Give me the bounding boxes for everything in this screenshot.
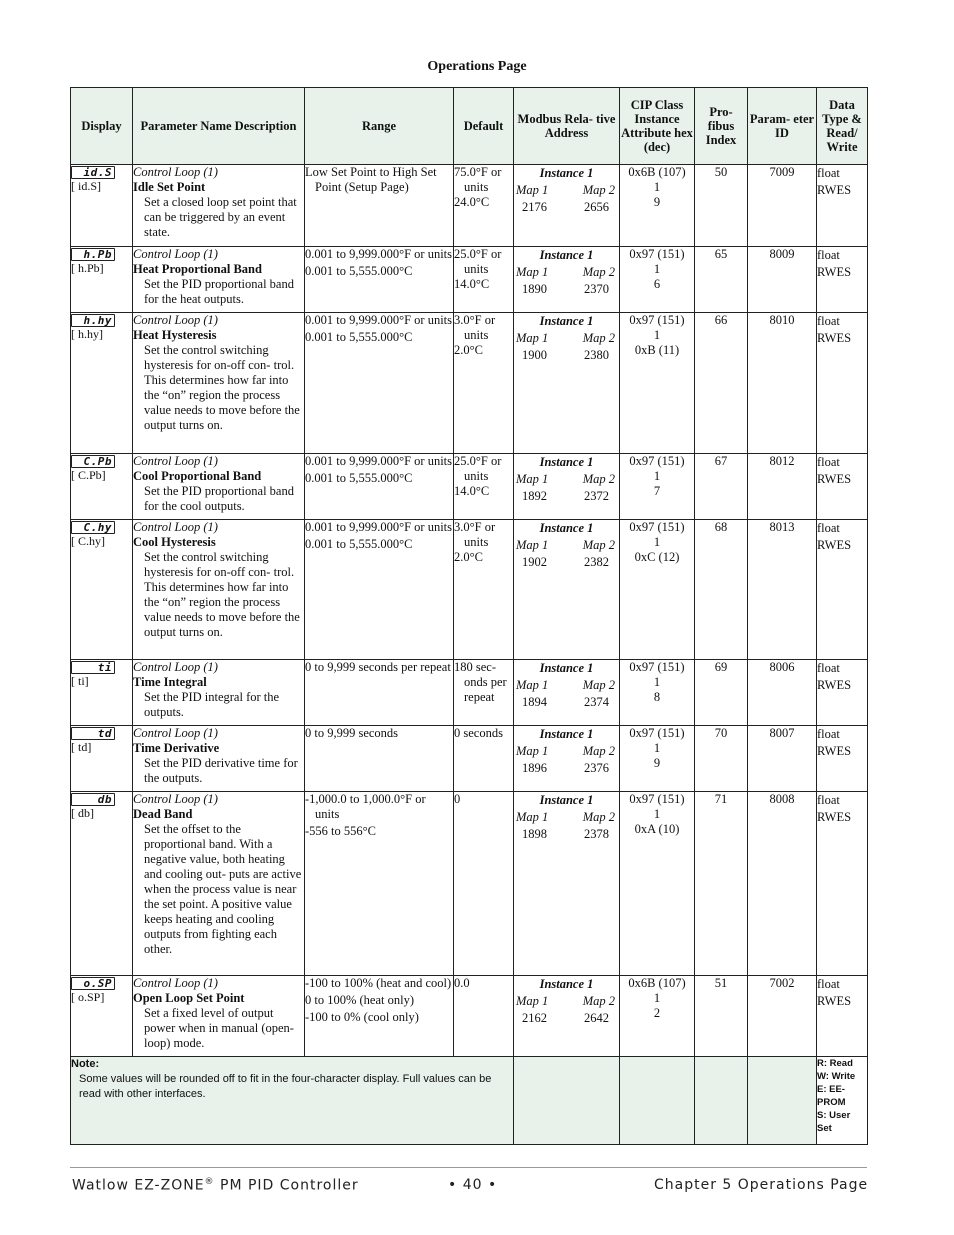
parameter-id: 7009 <box>748 165 817 247</box>
table-row <box>71 660 868 726</box>
data-type-cell <box>817 660 868 726</box>
data-type-cell <box>817 520 868 660</box>
note-blank-cell <box>748 1057 817 1145</box>
seven-segment-display: ti <box>71 661 115 674</box>
range-line: Low Set Point to High Set Point (Setup Page) <box>305 165 437 194</box>
data-type: float <box>817 661 840 675</box>
range-line: 0.001 to 5,555.000°C <box>305 471 413 485</box>
registered-mark: ® <box>204 1177 215 1187</box>
parameter-id: 8012 <box>748 454 817 520</box>
cip-line: 1 <box>653 535 661 549</box>
read-write: RWES <box>817 744 852 758</box>
seven-segment-display: C.hy <box>71 521 115 534</box>
parameter-name: Time Integral <box>133 675 207 689</box>
instance-label: Instance 1 <box>539 248 594 262</box>
header-display: Display <box>71 88 133 165</box>
control-loop-label: Control Loop (1) <box>133 454 218 468</box>
control-loop-label: Control Loop (1) <box>133 165 218 179</box>
cip-line: 0x6B (107) <box>628 165 686 179</box>
display-cell <box>71 792 133 976</box>
read-write: RWES <box>817 678 852 692</box>
modbus-cell <box>514 165 620 247</box>
map2-address: 2382 <box>584 555 609 569</box>
map1-address: 1890 <box>522 282 547 296</box>
data-type-cell <box>817 792 868 976</box>
seven-segment-display: td <box>71 727 115 740</box>
cip-cell <box>620 165 695 247</box>
note-text: Some values will be rounded off to fit in the four-character display. Full values can be read with other interfaces. <box>79 1073 492 1100</box>
map1-label: Map 1 <box>516 265 549 279</box>
table-row <box>71 313 868 454</box>
data-type-cell <box>817 454 868 520</box>
seven-segment-display: h.Pb <box>71 248 115 261</box>
cip-line: 9 <box>653 195 661 209</box>
modbus-cell <box>514 454 620 520</box>
control-loop-label: Control Loop (1) <box>133 726 218 740</box>
parameter-description: Set the offset to the proportional band. With a negative value, both heating and cooling out- puts are active when the process value is near the set point. A positive value keeps heating and cooling outputs from fighting each other. <box>144 822 302 956</box>
note-cell <box>71 1057 514 1145</box>
header-default: Default <box>454 88 514 165</box>
map1-label: Map 1 <box>516 994 549 1008</box>
profibus-index: 65 <box>695 247 748 313</box>
map1-label: Map 1 <box>516 810 549 824</box>
instance-label: Instance 1 <box>539 521 594 535</box>
instance-label: Instance 1 <box>539 455 594 469</box>
cip-cell <box>620 520 695 660</box>
display-code: [ C.Pb] <box>71 468 106 482</box>
profibus-index: 50 <box>695 165 748 247</box>
page-title: Operations Page <box>427 59 527 74</box>
default-line: 0.0 <box>454 976 470 990</box>
cip-line: 2 <box>653 1006 661 1020</box>
profibus-index: 70 <box>695 726 748 792</box>
footer-chapter: Chapter 5 Operations Page <box>654 1177 869 1193</box>
cip-cell <box>620 726 695 792</box>
cip-cell <box>620 247 695 313</box>
data-type-cell <box>817 247 868 313</box>
seven-segment-display: db <box>71 793 115 806</box>
read-write: RWES <box>817 994 852 1008</box>
cip-line: 1 <box>653 991 661 1005</box>
data-type: float <box>817 248 840 262</box>
cip-line: 0xC (12) <box>634 550 680 564</box>
range-cell <box>305 726 454 792</box>
default-cell <box>454 726 514 792</box>
instance-label: Instance 1 <box>539 793 594 807</box>
control-loop-label: Control Loop (1) <box>133 660 218 674</box>
parameter-description: Set the PID proportional band for the cool outputs. <box>144 484 294 513</box>
parameter-name: Idle Set Point <box>133 180 206 194</box>
cip-line: 1 <box>653 180 661 194</box>
display-code: [ C.hy] <box>71 534 105 548</box>
instance-label: Instance 1 <box>539 166 594 180</box>
default-line: 25.0°F or units <box>454 247 502 276</box>
map1-label: Map 1 <box>516 183 549 197</box>
map2-address: 2370 <box>584 282 609 296</box>
map2-label: Map 2 <box>582 331 615 345</box>
map1-address: 1896 <box>522 761 547 775</box>
modbus-cell <box>514 520 620 660</box>
note-heading: Note: <box>71 1058 100 1070</box>
map1-label: Map 1 <box>516 538 549 552</box>
data-type: float <box>817 314 840 328</box>
map1-address: 1892 <box>522 489 547 503</box>
control-loop-label: Control Loop (1) <box>133 313 218 327</box>
modbus-cell <box>514 313 620 454</box>
display-code: [ db] <box>71 806 94 820</box>
parameter-name: Cool Proportional Band <box>133 469 262 483</box>
cip-line: 0x97 (151) <box>629 313 685 327</box>
parameter-cell <box>133 454 305 520</box>
cip-cell <box>620 454 695 520</box>
map1-address: 1900 <box>522 348 547 362</box>
parameter-cell <box>133 976 305 1057</box>
range-line: 0.001 to 9,999.000°F or units <box>305 454 453 468</box>
legend-item: E: EE-PROM <box>817 1084 846 1108</box>
control-loop-label: Control Loop (1) <box>133 520 218 534</box>
profibus-index: 68 <box>695 520 748 660</box>
instance-label: Instance 1 <box>539 661 594 675</box>
modbus-cell <box>514 726 620 792</box>
display-code: [ h.hy] <box>71 327 103 341</box>
control-loop-label: Control Loop (1) <box>133 792 218 806</box>
default-cell <box>454 454 514 520</box>
data-type-cell <box>817 165 868 247</box>
map2-label: Map 2 <box>582 538 615 552</box>
display-cell <box>71 313 133 454</box>
footer-product-name: Watlow EZ-ZONE <box>72 1177 205 1194</box>
parameter-cell <box>133 247 305 313</box>
range-cell <box>305 454 454 520</box>
parameter-name: Dead Band <box>133 807 193 821</box>
display-cell <box>71 454 133 520</box>
default-line: 3.0°F or units <box>454 313 496 342</box>
seven-segment-display: id.S <box>71 166 115 179</box>
display-cell <box>71 165 133 247</box>
parameter-description: Set the PID proportional band for the heat outputs. <box>144 277 294 306</box>
cip-line: 0xB (11) <box>634 343 680 357</box>
note-blank-cell <box>620 1057 695 1145</box>
cip-cell <box>620 976 695 1057</box>
cip-line: 1 <box>653 328 661 342</box>
parameter-id: 8010 <box>748 313 817 454</box>
map2-label: Map 2 <box>582 183 615 197</box>
control-loop-label: Control Loop (1) <box>133 247 218 261</box>
range-cell <box>305 792 454 976</box>
parameter-description: Set a fixed level of output power when in manual (open-loop) mode. <box>144 1006 294 1050</box>
table-row <box>71 454 868 520</box>
cip-line: 1 <box>653 262 661 276</box>
default-cell <box>454 976 514 1057</box>
range-cell <box>305 165 454 247</box>
control-loop-label: Control Loop (1) <box>133 976 218 990</box>
note-blank-cell <box>514 1057 620 1145</box>
display-code: [ id.S] <box>71 179 101 193</box>
parameter-cell <box>133 313 305 454</box>
header-parameter: Parameter Name Description <box>133 88 305 165</box>
range-line: 0.001 to 5,555.000°C <box>305 264 413 278</box>
map2-address: 2372 <box>584 489 609 503</box>
read-write: RWES <box>817 265 852 279</box>
parameter-id: 8006 <box>748 660 817 726</box>
modbus-cell <box>514 247 620 313</box>
cip-line: 1 <box>653 741 661 755</box>
map2-label: Map 2 <box>582 994 615 1008</box>
parameter-description: Set a closed loop set point that can be triggered by an event state. <box>144 195 297 239</box>
parameter-id: 7002 <box>748 976 817 1057</box>
cip-line: 0x6B (107) <box>628 976 686 990</box>
parameter-id: 8013 <box>748 520 817 660</box>
range-line: 0.001 to 5,555.000°C <box>305 537 413 551</box>
range-line: 0 to 100% (heat only) <box>305 993 415 1007</box>
parameter-description: Set the PID integral for the outputs. <box>144 690 280 719</box>
rw-legend <box>817 1057 868 1145</box>
default-cell <box>454 165 514 247</box>
map2-address: 2378 <box>584 827 609 841</box>
default-line: 0 <box>454 792 461 806</box>
parameter-id: 8008 <box>748 792 817 976</box>
data-type: float <box>817 166 840 180</box>
data-type: float <box>817 727 840 741</box>
range-line: 0.001 to 5,555.000°C <box>305 330 413 344</box>
range-cell <box>305 976 454 1057</box>
table-row <box>71 165 868 247</box>
table-row <box>71 520 868 660</box>
map2-label: Map 2 <box>582 744 615 758</box>
map1-address: 1902 <box>522 555 547 569</box>
parameter-cell <box>133 792 305 976</box>
data-type-cell <box>817 313 868 454</box>
cip-line: 1 <box>653 469 661 483</box>
map2-address: 2376 <box>584 761 609 775</box>
default-line: 0 seconds <box>454 726 503 740</box>
map1-label: Map 1 <box>516 472 549 486</box>
cip-line: 7 <box>653 484 661 498</box>
instance-label: Instance 1 <box>539 977 594 991</box>
range-line: -1,000.0 to 1,000.0°F or units <box>305 792 426 821</box>
range-line: 0 to 9,999 seconds per repeat <box>305 660 451 674</box>
display-cell <box>71 660 133 726</box>
map2-address: 2656 <box>584 200 609 214</box>
parameter-cell <box>133 520 305 660</box>
map1-label: Map 1 <box>516 331 549 345</box>
map2-label: Map 2 <box>582 265 615 279</box>
parameter-name: Heat Proportional Band <box>133 262 262 276</box>
range-cell <box>305 247 454 313</box>
parameter-name: Open Loop Set Point <box>133 991 245 1005</box>
range-line: -100 to 0% (cool only) <box>305 1010 419 1024</box>
profibus-index: 71 <box>695 792 748 976</box>
parameter-name: Cool Hysteresis <box>133 535 216 549</box>
display-code: [ ti] <box>71 674 89 688</box>
parameter-name: Heat Hysteresis <box>133 328 217 342</box>
parameter-cell <box>133 660 305 726</box>
cip-cell <box>620 660 695 726</box>
cip-line: 0xA (10) <box>634 822 680 836</box>
modbus-cell <box>514 660 620 726</box>
default-cell <box>454 660 514 726</box>
map2-label: Map 2 <box>582 810 615 824</box>
cip-line: 0x97 (151) <box>629 660 685 674</box>
read-write: RWES <box>817 472 852 486</box>
map1-label: Map 1 <box>516 678 549 692</box>
header-modbus: Modbus Rela- tive Address <box>514 88 620 165</box>
parameter-id: 8007 <box>748 726 817 792</box>
table-row <box>71 247 868 313</box>
legend-item: W: Write <box>817 1071 856 1082</box>
display-code: [ td] <box>71 740 92 754</box>
modbus-cell <box>514 976 620 1057</box>
default-cell <box>454 792 514 976</box>
map2-address: 2380 <box>584 348 609 362</box>
operations-table <box>70 87 868 1145</box>
default-line: 24.0°C <box>454 195 490 209</box>
map1-address: 2162 <box>522 1011 547 1025</box>
data-type: float <box>817 455 840 469</box>
seven-segment-display: C.Pb <box>71 455 115 468</box>
header-cip: CIP Class Instance Attribute hex (dec) <box>620 88 695 165</box>
map2-address: 2374 <box>584 695 609 709</box>
header-range: Range <box>305 88 454 165</box>
parameter-description: Set the control switching hysteresis for on-off con- trol. This determines how far into the “on” region the process value needs to move before the output turns on. <box>144 343 300 432</box>
parameter-id: 8009 <box>748 247 817 313</box>
table-row <box>71 976 868 1057</box>
cip-cell <box>620 792 695 976</box>
cip-line: 0x97 (151) <box>629 726 685 740</box>
cip-line: 6 <box>653 277 661 291</box>
default-line: 2.0°C <box>454 343 483 357</box>
modbus-cell <box>514 792 620 976</box>
parameter-cell <box>133 165 305 247</box>
data-type-cell <box>817 726 868 792</box>
cip-line: 0x97 (151) <box>629 454 685 468</box>
cip-line: 1 <box>653 807 661 821</box>
map2-label: Map 2 <box>582 678 615 692</box>
cip-cell <box>620 313 695 454</box>
range-cell <box>305 660 454 726</box>
header-data-type: Data Type & Read/ Write <box>817 88 868 165</box>
map1-label: Map 1 <box>516 744 549 758</box>
data-type: float <box>817 793 840 807</box>
legend-item: S: User Set <box>817 1110 851 1134</box>
seven-segment-display: o.SP <box>71 977 115 990</box>
map2-address: 2642 <box>584 1011 609 1025</box>
parameter-description: Set the control switching hysteresis for on-off con- trol. This determines how far into the “on” region the process value needs to move before the output turns on. <box>144 550 300 639</box>
range-line: -100 to 100% (heat and cool) <box>305 976 452 990</box>
read-write: RWES <box>817 810 852 824</box>
parameter-cell <box>133 726 305 792</box>
default-line: 14.0°C <box>454 484 490 498</box>
default-cell <box>454 247 514 313</box>
default-line: 25.0°F or units <box>454 454 502 483</box>
data-type: float <box>817 521 840 535</box>
range-line: 0.001 to 9,999.000°F or units <box>305 247 453 261</box>
default-line: 14.0°C <box>454 277 490 291</box>
default-line: 180 sec- onds per repeat <box>454 660 507 704</box>
read-write: RWES <box>817 331 852 345</box>
profibus-index: 67 <box>695 454 748 520</box>
parameter-name: Time Derivative <box>133 741 220 755</box>
table-row <box>71 726 868 792</box>
cip-line: 1 <box>653 675 661 689</box>
footer-product <box>72 1177 359 1194</box>
cip-line: 0x97 (151) <box>629 520 685 534</box>
legend-item: R: Read <box>817 1058 853 1069</box>
range-line: 0 to 9,999 seconds <box>305 726 399 740</box>
range-line: 0.001 to 9,999.000°F or units <box>305 313 453 327</box>
map1-address: 2176 <box>522 200 547 214</box>
cip-line: 8 <box>653 690 661 704</box>
range-cell <box>305 313 454 454</box>
default-cell <box>454 313 514 454</box>
map2-label: Map 2 <box>582 472 615 486</box>
instance-label: Instance 1 <box>539 314 594 328</box>
data-type: float <box>817 977 840 991</box>
note-blank-cell <box>695 1057 748 1145</box>
range-line: 0.001 to 9,999.000°F or units <box>305 520 453 534</box>
map1-address: 1898 <box>522 827 547 841</box>
default-line: 75.0°F or units <box>454 165 502 194</box>
data-type-cell <box>817 976 868 1057</box>
display-cell <box>71 976 133 1057</box>
cip-line: 0x97 (151) <box>629 247 685 261</box>
table-row <box>71 792 868 976</box>
profibus-index: 66 <box>695 313 748 454</box>
map1-address: 1894 <box>522 695 547 709</box>
default-line: 2.0°C <box>454 550 483 564</box>
display-cell <box>71 247 133 313</box>
display-code: [ h.Pb] <box>71 261 104 275</box>
default-cell <box>454 520 514 660</box>
page-number: • 40 • <box>448 1177 498 1193</box>
read-write: RWES <box>817 538 852 552</box>
range-line: -556 to 556°C <box>305 824 376 838</box>
range-cell <box>305 520 454 660</box>
footer-divider <box>70 1167 867 1168</box>
cip-line: 0x97 (151) <box>629 792 685 806</box>
display-cell <box>71 726 133 792</box>
header-profibus: Pro- fibus Index <box>695 88 748 165</box>
display-cell <box>71 520 133 660</box>
seven-segment-display: h.hy <box>71 314 115 327</box>
profibus-index: 51 <box>695 976 748 1057</box>
instance-label: Instance 1 <box>539 727 594 741</box>
default-line: 3.0°F or units <box>454 520 496 549</box>
parameter-description: Set the PID derivative time for the outputs. <box>144 756 298 785</box>
display-code: [ o.SP] <box>71 990 105 1004</box>
header-parameter-id: Param- eter ID <box>748 88 817 165</box>
profibus-index: 69 <box>695 660 748 726</box>
read-write: RWES <box>817 183 852 197</box>
cip-line: 9 <box>653 756 661 770</box>
footer-product-model: PM PID Controller <box>214 1177 359 1194</box>
